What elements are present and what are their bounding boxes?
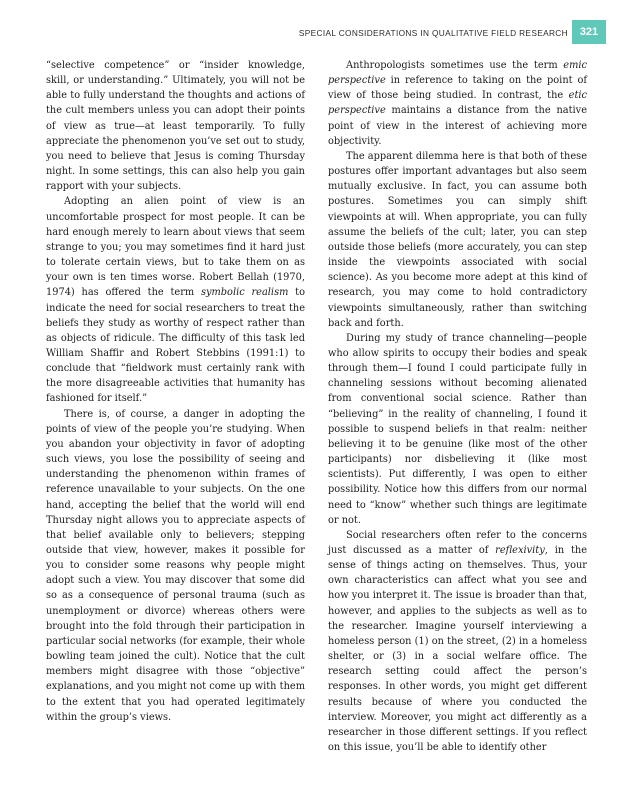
key-term: symbolic realism xyxy=(200,287,289,299)
left-column xyxy=(46,58,305,725)
paragraph: There is, of course, a danger in adopting the points of view of the people you’re studying. When you abandon your objectivity in favor of adopting such views, you lose the possibility of seeing and understanding the phenomenon within frames of reference unavailable to your subjects. On the one hand, accepting the belief that the world will end Thursday night allows you to appreciate aspects of that belief available only to believers; stepping outside that view, however, makes it possible for you to consider some reasons why people might adopt such a view. You may discover that some did so as a consequence of personal trauma (such as unemployment or divorce) whereas others were brought into the fold through their participation in particular social networks (for example, their whole bowling team joined the cult). Notice that the cult members might disagree with those “objective” explanations, and you might not come up with them to the extent that you had operated legitimately within the group’s views. xyxy=(46,408,305,723)
paragraph: The apparent dilemma here is that both of these postures offer important advantages but also seem mutually exclusive. In fact, you can assume both postures. Sometimes you can simply shift viewpoints at will. When appropriate, you can fully assume the beliefs of the cult; later, you can step outside those beliefs (more accurately, you can step inside the viewpoints associated with social science). As you become more adept at this kind of research, you may come to hold contradictory viewpoints simultaneously, rather than switching back and forth. xyxy=(328,150,587,329)
paragraph: Adopting an alien point of view is an uncomfortable prospect for most people. It can be hard enough merely to learn about views that seem strange to you; you may sometimes find it hard just to tolerate certain views, but to take them on as your own is ten times worse. Robert Bellah (1970, 1974) has offered the term symbolic realism to indicate the need for social researchers to treat the beliefs they study as worthy of respect rather than as objects of ridicule. The difficulty of this task led William Shaffir and Robert Stebbins (1991:1) to conclude that “fieldwork must certainly rank with the more disagreeable activities that humanity has fashioned for itself.” xyxy=(46,196,305,405)
key-term: reflexivity xyxy=(495,545,545,556)
paragraph: Anthropologists sometimes use the term emic perspective in reference to taking on the point of view of those being studied. In contrast, the etic perspective maintains a distance from the native point of view in the interest of achieving more objectivity. xyxy=(328,60,587,147)
running-head: SPECIAL CONSIDERATIONS IN QUALITATIVE FIELD RESEARCH xyxy=(298,28,568,38)
paragraph: During my study of trance channeling—people who allow spirits to occupy their bodies and speak through them—I found I could participate fully in channeling sessions without becoming alienated from conventional social science. Rather than “believing” in the reality of channeling, I found it possible to suspend beliefs in that realm: neither believing it to be genuine (like most of the other participants) nor disbelieving it (like most scientists). Put differently, I was open to either possibility. Notice how this differs from our normal need to “know” whether such things are legitimate or not. xyxy=(328,332,587,526)
paragraph: Social researchers often refer to the concerns just discussed as a matter of reflexivity, in the sense of things acting on themselves. Thus, your own characteristics can affect what you see and how you interpret it. The issue is broader than that, however, and applies to the subjects as well as to the researcher. Imagine yourself interviewing a homeless person (1) on the street, (2) in a homeless shelter, or (3) in a social welfare office. The research setting could affect the person’s responses. In other words, you might get different results because of where you conducted the interview. Moreover, you might act differently as a researcher in those different settings. If you reflect on this issue, you’ll be able to identify other xyxy=(328,529,587,754)
key-term: emic perspective xyxy=(328,60,587,87)
page-number: 321 xyxy=(572,20,606,44)
key-term: etic perspective xyxy=(328,90,587,117)
paragraph: “selective competence” or “insider knowledge, skill, or understanding.” Ultimately, you will not be able to fully understand the thoughts and actions of the cult members unless you can adopt their points of view as true—at least temporarily. To fully appreciate the phenomenon you’ve set out to study, you need to believe that Jesus is coming Thursday night. In some settings, this can also help you gain rapport with your subjects. xyxy=(46,60,305,193)
right-column xyxy=(328,58,587,755)
